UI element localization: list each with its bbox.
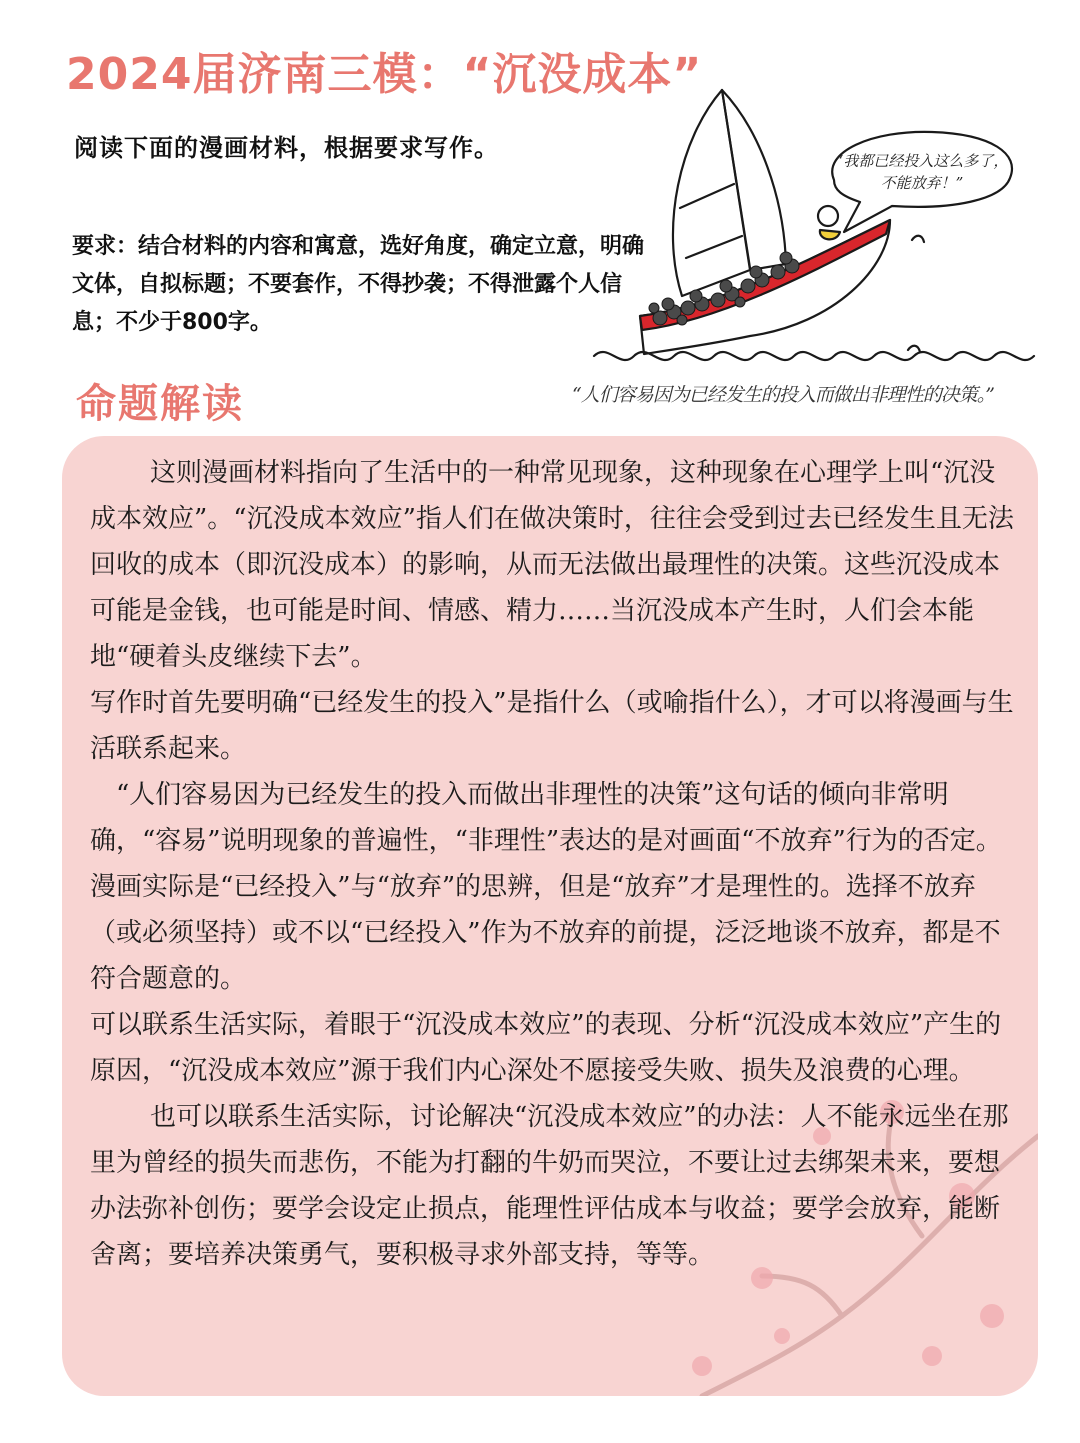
speech-line-1: “我都已经投入这么多了， <box>835 152 1009 170</box>
analysis-paragraph-1: 这则漫画材料指向了生活中的一种常见现象，这种现象在心理学上叫“沉没成本效应”。“沉没成本效应”指人们在做决策时，往往会受到过去已经发生且无法回收的成本（即沉没成本）的影响，从而无法做出最理性的决策。这些沉没成本可能是金钱，也可能是时间、情感、精力……当沉没成本产生时，人们会本能地“硬着头皮继续下去”。 <box>90 458 1014 672</box>
page-title: 2024届济南三模：“沉没成本” <box>66 49 703 100</box>
comic-caption: “人们容易因为已经发生的投入而做出非理性的决策。” <box>572 384 994 406</box>
analysis-panel <box>62 436 1038 1396</box>
sinking-boat-comic <box>572 68 1072 418</box>
analysis-paragraph-3: “人们容易因为已经发生的投入而做出非理性的决策”这句话的倾向非常明确，“容易”说明现象的普遍性，“非理性”表达的是对画面“不放弃”行为的否定。漫画实际是“已经投入”与“放弃”的思辨，但是“放弃”才是理性的。选择不放弃（或必须坚持）或不以“已经投入”作为不放弃的前提，泛泛地谈不放弃，都是不符合题意的。 <box>90 780 1002 994</box>
speech-line-2: 不能放弃！” <box>880 174 964 192</box>
person-head <box>818 206 838 226</box>
analysis-paragraph-2: 写作时首先要明确“已经发生的投入”是指什么（或喻指什么），才可以将漫画与生活联系起来。 <box>90 688 1014 764</box>
instruction-text: 阅读下面的漫画材料，根据要求写作。 <box>74 134 499 162</box>
sea-waves <box>594 352 1034 360</box>
analysis-paragraph-5: 也可以联系生活实际，讨论解决“沉没成本效应”的办法：人不能永远坐在那里为曾经的损失而悲伤，不能为打翻的牛奶而哭泣，不要让过去绑架未来，要想办法弥补创伤；要学会设定止损点，能理性评估成本与收益；要学会放弃，能断舍离；要培养决策勇气，要积极寻求外部支持，等等。 <box>90 1102 1009 1270</box>
section-title: 命题解读 <box>76 381 244 427</box>
analysis-text <box>90 450 1020 1278</box>
analysis-paragraph-4: 可以联系生活实际，着眼于“沉没成本效应”的表现、分析“沉没成本效应”产生的原因，“沉没成本效应”源于我们内心深处不愿接受失败、损失及浪费的心理。 <box>90 1010 1002 1086</box>
requirements-text: 要求：结合材料的内容和寓意，选好角度，确定立意，明确文体，自拟标题；不要套作，不得抄袭；不得泄露个人信息；不少于800字。 <box>72 234 645 335</box>
